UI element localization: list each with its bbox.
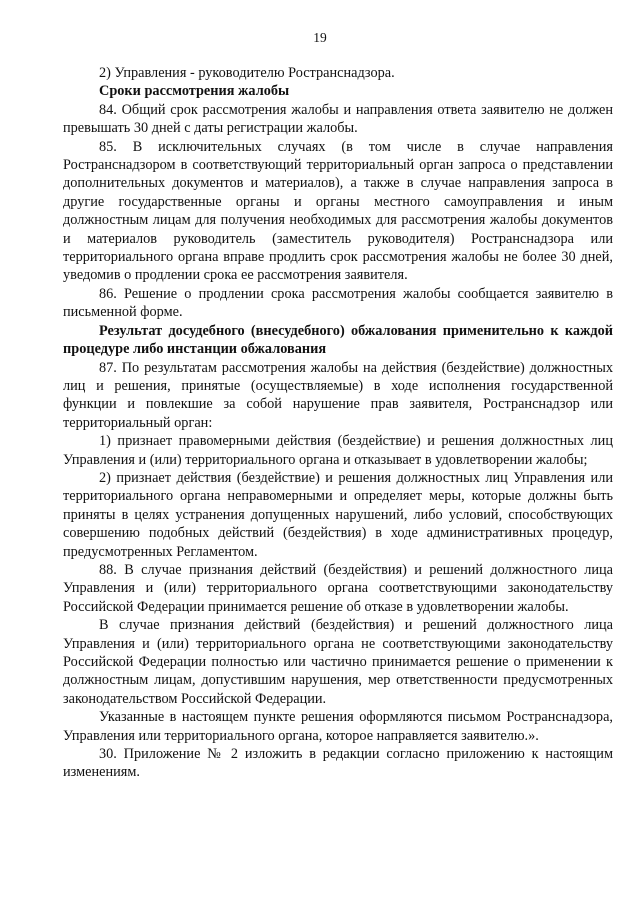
- paragraph-87-item-1: 1) признает правомерными действия (бездействие) и решения должностных лиц Управления и (или) территориального органа и отказывает в удовлетворении жалобы;: [63, 433, 613, 468]
- paragraph-84: 84. Общий срок рассмотрения жалобы и направления ответа заявителю не должен превышать 30 дней с даты регистрации жалобы.: [63, 101, 613, 137]
- paragraph-87-item-2: 2) признает действия (бездействие) и решения должностных лиц Управления или территориального органа неправомерными и определяет меры, которые должны быть приняты в целях устранения допущенных нарушений, либо условий, способствующих совершению подобных действий (бездействия) в ходе административных процедур, предусмотренных Регламентом.: [63, 469, 613, 560]
- paragraph-88-part-3: Указанные в настоящем пункте решения оформляются письмом Ространснадзора, Управления или территориального органа, которое направляется заявителю.».: [63, 709, 613, 744]
- paragraph-87: 87. По результатам рассмотрения жалобы на действия (бездействие) должностных лиц и решения, принятые (осуществляемые) в ходе исполнения государственной функции и повлекшие за собой нарушение прав заявителя, Ространснадзор или территориальный орган:: [63, 359, 613, 431]
- section-heading-appeal-result: Результат досудебного (внесудебного) обжалования применительно к каждой процедуре либо инстанции обжалования: [63, 322, 613, 358]
- section-heading-complaint-terms: Сроки рассмотрения жалобы: [99, 83, 290, 100]
- page-number: 19: [313, 30, 327, 45]
- paragraph-85: 85. В исключительных случаях (в том числе в случае направления Ространснадзором в соответствующий территориальный орган запроса о представлении дополнительных документов и материалов), а также в случае направления запроса в другие государственные органы и органы местного самоуправления и иным должностным лицам для получения необходимых для рассмотрения жалобы документов и материалов руководитель (заместитель руководителя) Ространснадзора или территориального органа вправе продлить срок рассмотрения жалобы не более 30 дней, уведомив о продлении срока ее рассмотрения заявителя.: [63, 138, 613, 284]
- paragraph-88-part-2: В случае признания действий (бездействия) и решений должностного лица Управления и (или) территориального органа не соответствующими законодательству Российской Федерации полностью или частично принимается решение о применении к должностным лицам, допустившим нарушения, мер ответственности предусмотренных законодательством Российской Федерации.: [63, 617, 613, 707]
- paragraph-88: 88. В случае признания действий (бездействия) и решений должностного лица Управления и (или) территориального органа соответствующими законодательству Российской Федерации принимается решение об отказе в удовлетворении жалобы.: [63, 561, 613, 615]
- paragraph-86: 86. Решение о продлении срока рассмотрения жалобы сообщается заявителю в письменной форме.: [63, 285, 613, 321]
- paragraph-30: 30. Приложение № 2 изложить в редакции согласно приложению к настоящим изменениям.: [63, 746, 613, 781]
- paragraph-item-2: 2) Управления - руководителю Ространснадзора.: [99, 65, 395, 81]
- document-body: [63, 64, 613, 782]
